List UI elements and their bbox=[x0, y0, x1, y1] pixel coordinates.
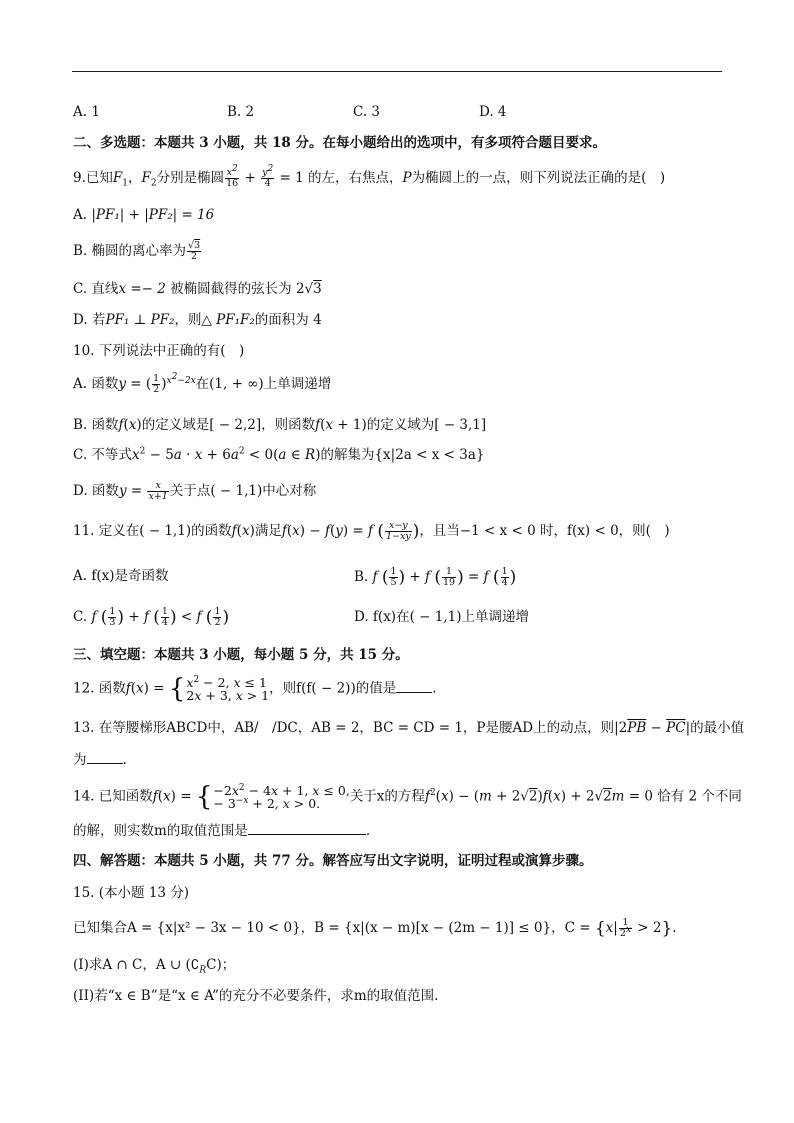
q15-part1-tail: C)； bbox=[206, 957, 236, 973]
q10-option-a: A. 函数y = ( $\frac{1}{2}$ )$^{x^2-2x}$在(1, + ∞)上单调递增 bbox=[73, 371, 332, 395]
q13-line1-text: 13. 在等腰梯形ABCD中，AB/ /DC，AB = 2，BC = CD = 1，P是腰AD上的动点，则 bbox=[73, 720, 615, 736]
q9-c-label: C. 直线 bbox=[73, 281, 119, 297]
q9-d-math2: PF₁F₂ bbox=[216, 312, 255, 328]
q14-line1: 14. 已知函数$f(x) = \{-2x^2 - 4x + 1$, x ≤ 0, − $3^{-x} + 2$, x > 0. 关于x的方程$f^2(x) - (m + 2√2)f(x) + 2√2m = 0$ 恰有 2 个不同 bbox=[73, 782, 742, 812]
q9-mid: 分别是椭圆 bbox=[156, 170, 225, 186]
q12-answer-blank[interactable] bbox=[396, 679, 432, 693]
q9-stem: 9.已知$F_1$，$F_2$分别是椭圆 $\frac{x^2}{16}$ + $\frac{y^2}{4}$ = 1 的左，右焦点，P为椭圆上的一点，则下列说法正确的是( ) bbox=[73, 163, 666, 189]
q10-c-label: C. 不等式 bbox=[73, 447, 132, 463]
q10-b-text2: 的定义域为[ − 3,1] bbox=[366, 417, 487, 433]
option-b: B. 2 bbox=[227, 104, 255, 120]
q11-option-c: C. f ( $\frac{1}{3}$ ) + f ( $\frac{1}{4}$ ) < f ( $\frac{1}{2}$ ) bbox=[73, 606, 230, 628]
header-rule bbox=[72, 71, 722, 72]
q11-c-label: C. bbox=[73, 609, 92, 625]
q9-d-math1: PF₁ ⊥ PF₂ bbox=[105, 312, 175, 328]
q9-d-tail: 的面积为 4 bbox=[254, 312, 322, 328]
q10-c-text: 的解集为{x|2a < x < 3a} bbox=[320, 447, 485, 463]
section4-title: 四、解答题：本题共 5 小题，共 77 分。解答应写出文字说明，证明过程或演算步骤。 bbox=[73, 853, 593, 869]
q14-line2 bbox=[73, 821, 370, 840]
q9-b-frac: $\frac{√3}{2}$ bbox=[188, 240, 201, 262]
q9-c-math: x =− 2 bbox=[118, 281, 166, 297]
q12-num: 12. 函数 bbox=[73, 680, 126, 697]
q10-a-label: A. 函数 bbox=[73, 376, 119, 392]
q9-a-math: |PF₁| + |PF₂| = 16 bbox=[91, 207, 215, 223]
q11-num: 11. 定义在( − 1,1)的函数 bbox=[73, 523, 232, 539]
q11-b-label: B. bbox=[354, 569, 373, 585]
q9-option-b bbox=[73, 241, 202, 262]
q14-end: . bbox=[365, 823, 371, 839]
q11-option-b: B. f ( $\frac{1}{5}$ ) + f ( $\frac{1}{19}$ ) = f ( $\frac{1}{4}$ ) bbox=[354, 566, 517, 588]
q10-d-text: 关于点( − 1,1)中心对称 bbox=[169, 483, 317, 499]
q9-tail: 为椭圆上的一点，则下列说法正确的是( ) bbox=[411, 170, 666, 186]
q10-d-label: D. 函数 bbox=[73, 483, 119, 499]
section3-title: 三、填空题：本题共 3 小题，每小题 5 分，共 15 分。 bbox=[73, 647, 409, 663]
q9-comma: ， bbox=[128, 170, 142, 186]
q10-b-text: 的定义域是[ − 2,2]，则函数 bbox=[141, 417, 316, 433]
q9-eq: = 1 的左，右焦点， bbox=[275, 170, 403, 186]
q9-option-a bbox=[73, 206, 214, 224]
q9-frac-y: $\frac{y^2}{4}$ bbox=[262, 163, 274, 189]
q9-c-text: 被椭圆截得的弦长为 2 bbox=[165, 281, 305, 297]
q14-answer-blank[interactable] bbox=[248, 821, 366, 835]
q9-d-label: D. 若 bbox=[73, 312, 106, 328]
q9-b-label: B. 椭圆的离心率为 bbox=[73, 243, 187, 259]
q10-a-text: 在(1, + ∞)上单调递增 bbox=[195, 376, 332, 392]
q9-frac-x: $\frac{x^2}{16}$ bbox=[226, 163, 239, 189]
q15-part1: (I)求A ∩ C，A ∪ $(∁_RC)$； bbox=[73, 957, 236, 976]
q14-mid: 关于x的方程 bbox=[349, 788, 425, 805]
q15-part1-text: (I)求A ∩ C，A ∪ (∁ bbox=[73, 957, 200, 973]
q13-end: . bbox=[122, 752, 127, 768]
q13-line1-end: 的最小值 bbox=[690, 720, 745, 736]
q9-number: 9. bbox=[73, 170, 86, 186]
q13-line1: 13. 在等腰梯形ABCD中，AB/ /DC，AB = 2，BC = CD = 1，P是腰AD上的动点，则$|2\overline{PB} - \overline{PC}|$的最小值 bbox=[73, 720, 745, 736]
q9-option-c: C. 直线x =− 2 被椭圆截得的弦长为 2√3 bbox=[73, 281, 322, 297]
q9-p: P bbox=[402, 170, 412, 186]
q11-option-d: D. f(x)在( − 1,1)上单调递增 bbox=[354, 609, 529, 625]
section2-title: 二、多选题：本题共 3 小题，共 18 分。在每小题给出的选项中，有多项符合题目要求。 bbox=[73, 135, 606, 151]
q15-line1-text: 已知集合A = {x|x² − 3x − 10 < 0}，B = {x|(x − m)[x − (2m − 1)] ≤ 0}，C = bbox=[73, 920, 595, 936]
q15-part2: (II)若“x ∈ B”是“x ∈ A”的充分不必要条件，求m的取值范围. bbox=[73, 988, 439, 1004]
q9-pre: 已知 bbox=[85, 170, 113, 186]
q15-line1: 已知集合A = {x|x² − 3x − 10 < 0}，B = {x|(x − m)[x − (2m − 1)] ≤ 0}，C = {x| $\frac{1}{2^x}$ > 2}. bbox=[73, 917, 677, 939]
q11-mid: 满足 bbox=[254, 523, 282, 539]
q10-stem: 10. 下列说法中正确的有( ) bbox=[73, 343, 245, 359]
q13-answer-blank[interactable] bbox=[87, 750, 123, 764]
q11-tail: ，且当−1 < x < 0 时，f(x) < 0，则( ) bbox=[419, 523, 670, 539]
q9-d-text: ，则△ bbox=[174, 312, 217, 328]
q15-head: 15. (本小题 13 分) bbox=[73, 885, 190, 901]
q13-line2-text: 为 bbox=[73, 752, 87, 768]
q12-tail: ，则f(f( − 2))的值是 bbox=[269, 680, 397, 697]
q10-b-label: B. 函数 bbox=[73, 417, 119, 433]
q12-end: . bbox=[432, 680, 437, 697]
q14-tail: 恰有 2 个不同 bbox=[657, 788, 742, 805]
option-d: D. 4 bbox=[479, 104, 507, 120]
q9-option-d bbox=[73, 311, 322, 329]
q13-line2 bbox=[73, 750, 127, 769]
q10-option-d: D. 函数y = $\frac{x}{x+1}$ 关于点( − 1,1)中心对称 bbox=[73, 480, 317, 502]
q9-a-label: A. bbox=[73, 207, 92, 223]
q12-stem: 12. 函数$f(x) = \{x^2 - 2$, x ≤ 1 2x + 3, x > 1，则f(f( − 2))的值是 . bbox=[73, 674, 437, 704]
q11-option-a: A. f(x)是奇函数 bbox=[73, 568, 169, 584]
option-a: A. 1 bbox=[73, 104, 100, 120]
q14-num: 14. 已知函数 bbox=[73, 788, 153, 805]
q10-option-c: C. 不等式$x^2 - 5a \cdot x + 6a^2 < 0(a$ ∈ R)的解集为{x|2a < x < 3a} bbox=[73, 446, 485, 463]
q11-stem: 11. 定义在( − 1,1)的函数f(x)满足f(x) − f(y) = f ( $\frac{x-y}{1-xy}$ )，且当−1 < x < 0 时，f(x) < 0，则( ) bbox=[73, 520, 670, 542]
q14-line2-text: 的解，则实数m的取值范围是 bbox=[73, 823, 248, 839]
option-c: C. 3 bbox=[353, 104, 381, 120]
q10-option-b: B. 函数f(x)的定义域是[ − 2,2]，则函数f(x + 1)的定义域为[ − 3,1] bbox=[73, 417, 487, 433]
